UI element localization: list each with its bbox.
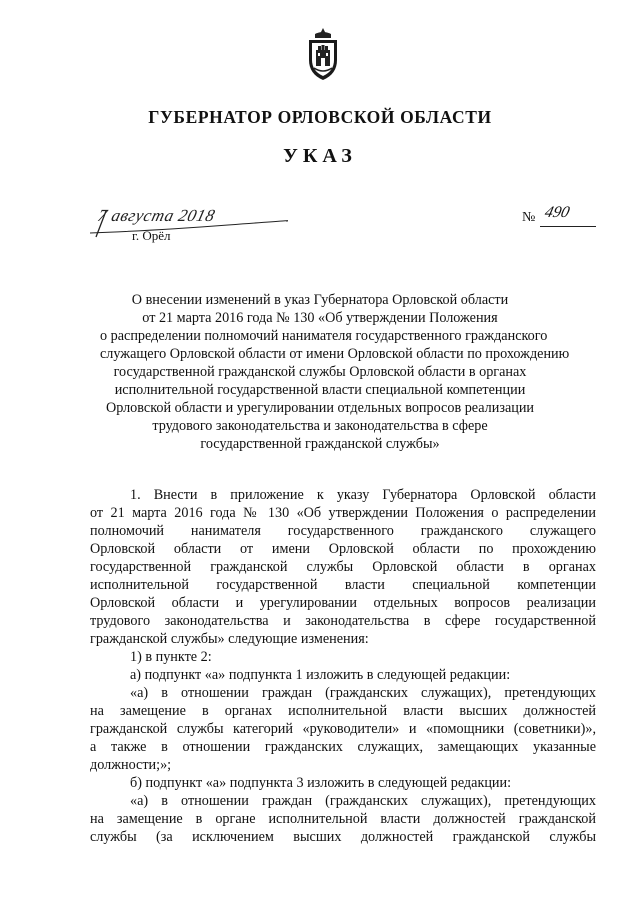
document-type: УКАЗ — [283, 145, 357, 167]
body-line: «а) в отношении граждан (гражданских служащих), претендующих — [130, 685, 596, 701]
body-line: на замещение в органах исполнительной власти высших должностей — [90, 703, 596, 719]
body-line: на замещение в органе исполнительной власти должностей гражданской — [90, 811, 596, 827]
document-date: 7 августа 2018 — [95, 206, 218, 225]
document-number: 490 — [543, 204, 572, 221]
body-line: трудового законодательства и законодательства в сфере государственной — [90, 613, 596, 629]
document-body — [90, 486, 596, 846]
title-line: исполнительной государственной власти специальной компетенции — [114, 382, 526, 398]
title-line: трудового законодательства и законодательства в сфере — [152, 418, 488, 434]
body-line: Орловской области от имени Орловской области по прохождению — [90, 541, 596, 557]
body-line: а также в отношении гражданских служащих, замещающих указанные — [90, 739, 596, 755]
body-line: исполнительной государственной власти специальной компетенции — [90, 577, 596, 593]
number-underline — [540, 226, 596, 227]
document-title — [100, 291, 570, 453]
body-line: Орловской области и урегулировании отдельных вопросов реализации — [90, 595, 596, 611]
title-line: государственной гражданской службы Орловской области в органах — [113, 364, 527, 380]
coat-of-arms-icon — [306, 26, 340, 82]
issuing-authority: ГУБЕРНАТОР ОРЛОВСКОЙ ОБЛАСТИ — [148, 107, 492, 127]
title-line: о распределении полномочий нанимателя государственного гражданского — [100, 328, 548, 344]
body-line: должности;»; — [90, 757, 172, 773]
number-label: № — [522, 210, 536, 225]
body-line: полномочий нанимателя государственного гражданского служащего — [90, 523, 596, 539]
title-line: служащего Орловской области от имени Орловской области по прохождению — [100, 346, 570, 362]
document-city: г. Орёл — [132, 228, 171, 243]
body-line: «а) в отношении граждан (гражданских служащих), претендующих — [130, 793, 596, 809]
body-line: б) подпункт «а» подпункта 3 изложить в следующей редакции: — [130, 775, 512, 791]
body-line: государственной гражданской службы Орловской области в органах — [90, 559, 596, 575]
body-line: а) подпункт «а» подпункта 1 изложить в следующей редакции: — [130, 667, 511, 683]
title-line: О внесении изменений в указ Губернатора Орловской области — [131, 292, 509, 308]
body-line: от 21 марта 2016 года № 130 «Об утверждении Положения о распределении — [90, 505, 596, 521]
body-line: гражданской службы» следующие изменения: — [90, 631, 369, 647]
body-line: 1. Внести в приложение к указу Губернатора Орловской области — [130, 487, 596, 503]
body-line: службы (за исключением высших должностей гражданской службы — [90, 829, 596, 845]
body-line: 1) в пункте 2: — [130, 649, 212, 665]
title-line: государственной гражданской службы» — [200, 436, 440, 452]
body-line: гражданской службы категорий «руководители» и «помощники (советники)», — [90, 721, 596, 737]
title-line: от 21 марта 2016 года № 130 «Об утверждении Положения — [142, 310, 498, 326]
title-line: Орловской области и урегулировании отдельных вопросов реализации — [105, 400, 535, 416]
